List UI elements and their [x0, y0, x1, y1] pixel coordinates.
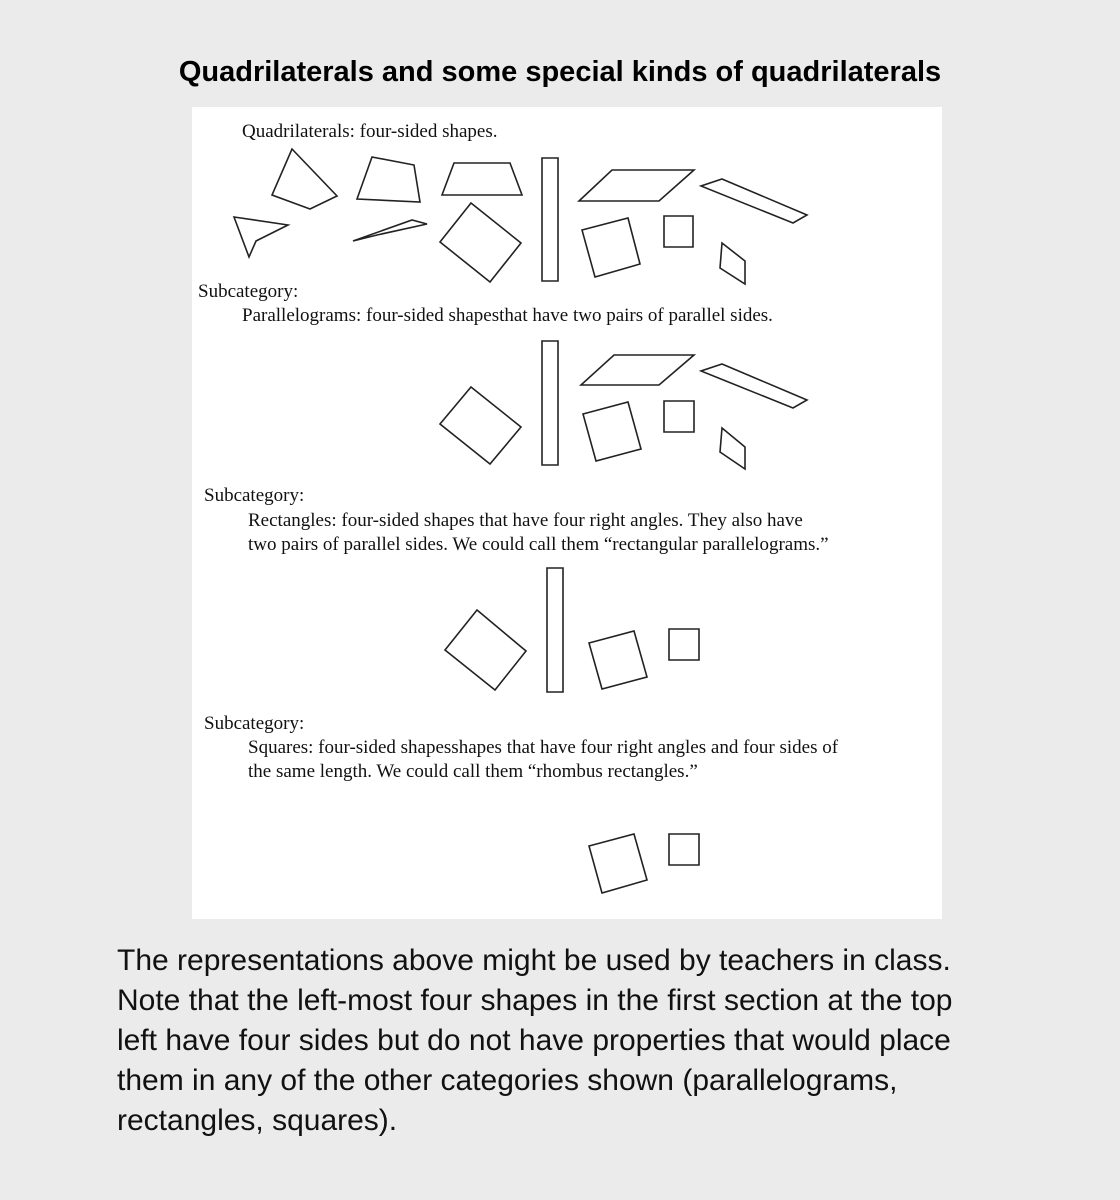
irregular-quadrilateral-shape — [357, 157, 420, 202]
caption-line: them in any of the other categories shown (parallelograms, — [117, 1064, 898, 1097]
caption-line: The representations above might be used by teachers in class. — [117, 944, 951, 977]
rotated-rectangle-shape — [440, 203, 521, 282]
irregular-quadrilateral-shape — [353, 220, 427, 241]
squares-description-line2: the same length. We could call them “rhombus rectangles.” — [248, 761, 698, 782]
tilted-square-shape — [589, 631, 647, 689]
squares-shapes — [589, 834, 699, 893]
tall-rectangle-shape — [542, 341, 558, 465]
small-square-shape — [664, 216, 693, 247]
squares-description-line1: Squares: four-sided shapesshapes that have four right angles and four sides of — [248, 737, 839, 758]
tilted-square-shape — [583, 402, 641, 461]
caption-line: rectangles, squares). — [117, 1104, 398, 1137]
parallelogram-shape — [579, 170, 694, 201]
rectangles-subcategory-label: Subcategory: — [204, 485, 305, 506]
rotated-rectangle-shape — [440, 387, 521, 464]
small-square-shape — [669, 834, 699, 865]
rectangles-shapes — [445, 568, 699, 692]
tall-rectangle-shape — [542, 158, 558, 281]
tilted-square-shape — [582, 218, 640, 277]
dart-quadrilateral-shape — [234, 217, 288, 257]
parallelograms-shapes — [440, 341, 807, 469]
rotated-rectangle-shape — [445, 610, 526, 690]
parallelograms-description: Parallelograms: four-sided shapesthat have two pairs of parallel sides. — [242, 305, 773, 326]
irregular-quadrilateral-shape — [272, 149, 337, 209]
caption-paragraph — [117, 941, 1017, 1141]
small-tilted-rectangle-shape — [720, 428, 745, 469]
page-title: Quadrilaterals and some special kinds of quadrilaterals — [178, 56, 942, 88]
small-tilted-rectangle-shape — [720, 243, 745, 284]
tilted-square-shape — [589, 834, 647, 893]
caption-line: left have four sides but do not have properties that would place — [117, 1024, 951, 1057]
parallelogram-shape — [581, 355, 694, 385]
long-parallelogram-shape — [701, 364, 807, 408]
long-parallelogram-shape — [701, 179, 807, 223]
small-square-shape — [664, 401, 694, 432]
quadrilaterals-heading: Quadrilaterals: four-sided shapes. — [242, 121, 498, 142]
squares-subcategory-label: Subcategory: — [204, 713, 305, 734]
quadrilaterals-shapes — [234, 149, 807, 284]
tall-rectangle-shape — [547, 568, 563, 692]
caption-line: Note that the left-most four shapes in the first section at the top — [117, 984, 953, 1017]
small-square-shape — [669, 629, 699, 660]
rectangles-description-line2: two pairs of parallel sides. We could call them “rectangular parallelograms.” — [248, 534, 829, 555]
diagram-panel — [192, 107, 942, 919]
parallelograms-subcategory-label: Subcategory: — [198, 281, 299, 302]
shapes-canvas — [192, 107, 942, 919]
trapezoid-shape — [442, 163, 522, 195]
rectangles-description-line1: Rectangles: four-sided shapes that have four right angles. They also have — [248, 510, 803, 531]
